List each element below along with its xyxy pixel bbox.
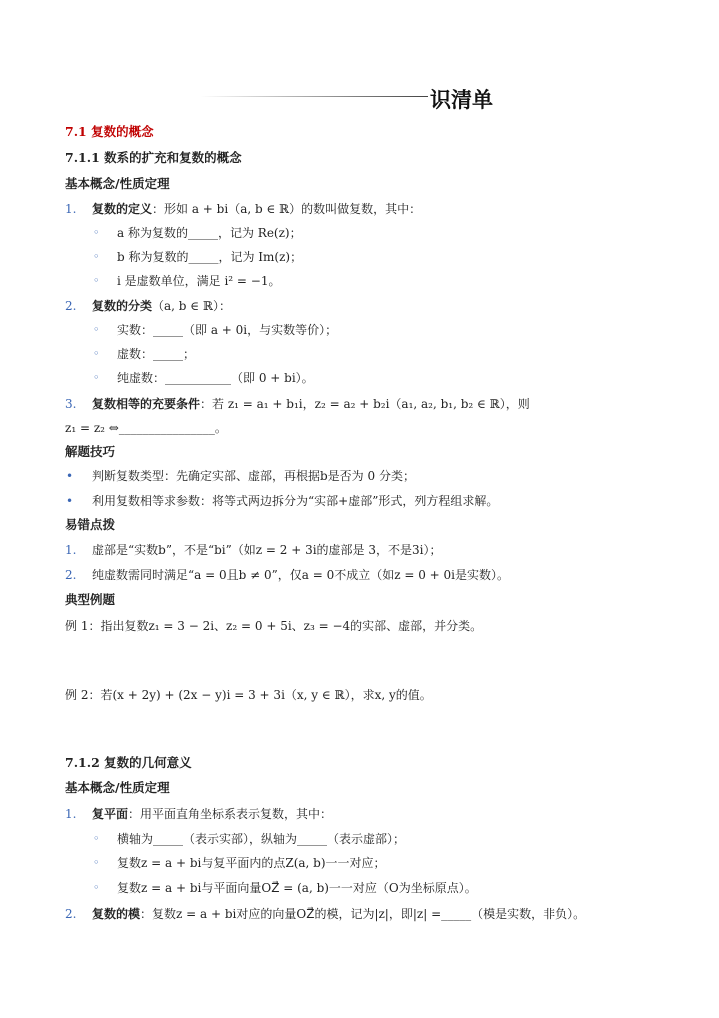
item-text: ：用平面直角坐标系表示复数，其中： — [128, 807, 333, 821]
sub-item: i 是虚数单位，满足 i² = −1。 — [117, 274, 281, 288]
sub-item: 纯虚数：___________（即 0 + bi）。 — [117, 371, 314, 385]
error-item: 虚部是“实数b”，不是“bi”（如z = 2 + 3i的虚部是 3，不是3i）； — [92, 543, 442, 557]
bullet-icon: • — [66, 469, 74, 483]
sub-item: a 称为复数的_____，记为 Re(z)； — [117, 226, 302, 240]
sub-item: 复数z = a + bi与平面向量OZ⃗ = (a, b)一一对应（O为坐标原点）。 — [117, 881, 477, 895]
bullet-icon: • — [66, 494, 74, 508]
item-label: 复数的定义 — [92, 202, 153, 216]
item-label: 复数的模 — [92, 907, 141, 921]
item-label: 复平面 — [92, 807, 129, 821]
basic-concepts-heading-2: 基本概念/性质定理 — [65, 780, 170, 795]
item-number: 2. — [65, 907, 77, 921]
list-item — [92, 396, 530, 412]
basic-concepts-heading-1: 基本概念/性质定理 — [65, 176, 170, 191]
circle-bullet-icon: ◦ — [93, 347, 100, 360]
circle-bullet-icon: ◦ — [93, 881, 100, 894]
sub-item: 虚数：_____； — [117, 347, 196, 361]
sub-item: 实数：_____（即 a + 0i，与实数等价）； — [117, 323, 338, 337]
list-item — [92, 201, 421, 217]
item-label: 复数的分类 — [92, 299, 153, 313]
example-2: 例 2：若(x + 2y) + (2x − y)i = 3 + 3i（x, y ∈ ℝ），求x, y的值。 — [65, 688, 432, 702]
subsection-title-1: 7.1.1 数系的扩充和复数的概念 — [65, 150, 242, 165]
item-label: 复数相等的充要条件 — [92, 397, 201, 411]
section-title: 7.1 复数的概念 — [65, 124, 154, 139]
tip-item: 判断复数类型：先确定实部、虚部，再根据b是否为 0 分类； — [92, 469, 415, 483]
item-number: 1. — [65, 807, 77, 821]
example-1: 例 1：指出复数z₁ = 3 − 2i、z₂ = 0 + 5i、z₃ = −4的实部、虚部，并分类。 — [65, 619, 483, 633]
list-item — [92, 906, 585, 922]
circle-bullet-icon: ◦ — [93, 226, 100, 239]
page-title: 识清单 — [430, 88, 493, 112]
item-text: （a, b ∈ ℝ）： — [152, 299, 231, 313]
error-item: 纯虚数需同时满足“a = 0且b ≠ 0”，仅a = 0不成立（如z = 0 + 0i是实数）。 — [92, 568, 510, 582]
tip-item: 利用复数相等求参数：将等式两边拆分为“实部+虚部”形式，列方程组求解。 — [92, 494, 499, 508]
circle-bullet-icon: ◦ — [93, 274, 100, 287]
item-text: ：若 z₁ = a₁ + b₁i，z₂ = a₂ + b₂i（a₁, a₂, b₁, b₂ ∈ ℝ），则 — [200, 397, 530, 411]
item-continuation: z₁ = z₂ ⇔________________。 — [65, 421, 227, 435]
circle-bullet-icon: ◦ — [93, 832, 100, 845]
item-number: 2. — [65, 568, 77, 582]
tips-heading: 解题技巧 — [65, 444, 116, 459]
circle-bullet-icon: ◦ — [93, 371, 100, 384]
subsection-title-2: 7.1.2 复数的几何意义 — [65, 755, 192, 770]
item-number: 3. — [65, 397, 77, 411]
item-number: 1. — [65, 543, 77, 557]
list-item — [92, 806, 332, 822]
errors-heading: 易错点拨 — [65, 517, 116, 532]
item-number: 1. — [65, 202, 77, 216]
item-text: ：形如 a + bi（a, b ∈ ℝ）的数叫做复数，其中： — [152, 202, 422, 216]
sub-item: 复数z = a + bi与复平面内的点Z(a, b)一一对应； — [117, 856, 386, 870]
circle-bullet-icon: ◦ — [93, 856, 100, 869]
item-text: ：复数z = a + bi对应的向量OZ⃗的模，记为|z|，即|z| =_____（模是实数，非负）。 — [140, 907, 586, 921]
header-divider — [200, 96, 428, 97]
sub-item: 横轴为_____（表示实部），纵轴为_____（表示虚部）； — [117, 832, 406, 846]
examples-heading: 典型例题 — [65, 592, 116, 607]
sub-item: b 称为复数的_____，记为 Im(z)； — [117, 250, 303, 264]
circle-bullet-icon: ◦ — [93, 250, 100, 263]
circle-bullet-icon: ◦ — [93, 323, 100, 336]
item-number: 2. — [65, 299, 77, 313]
list-item — [92, 298, 231, 314]
